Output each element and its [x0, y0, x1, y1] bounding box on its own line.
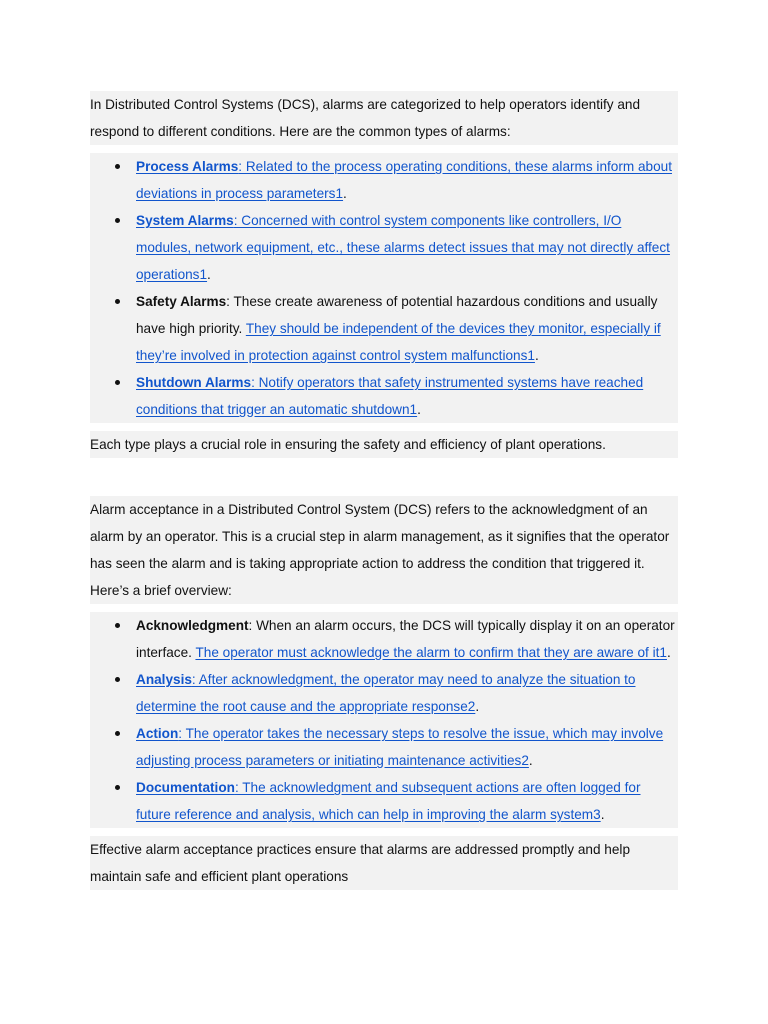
acknowledgment-link[interactable]: The operator must acknowledge the alarm to confirm that they are aware of it1	[195, 645, 667, 660]
tail: .	[528, 753, 533, 768]
section1-list-block	[90, 153, 678, 423]
bullet-icon	[115, 731, 120, 736]
bullet-icon	[115, 380, 120, 385]
alarm-types-list	[90, 153, 678, 423]
section2-intro-block	[90, 496, 678, 604]
section1-intro-block	[90, 91, 678, 145]
documentation-text: : The acknowledgment and subsequent actions are often logged for future reference and analysis, which can help in improving the alarm system3	[136, 780, 641, 822]
analysis-link[interactable]	[136, 672, 636, 714]
list-item-documentation	[90, 774, 678, 828]
term-shutdown-alarms: Shutdown Alarms	[136, 375, 252, 390]
process-alarms-link[interactable]	[136, 159, 672, 201]
documentation-link[interactable]	[136, 780, 641, 822]
safety-alarms-plain-text: : These create awareness of potential hazardous conditions and usually have high priority.	[136, 294, 658, 336]
list-item-action	[90, 720, 678, 774]
term-documentation: Documentation	[136, 780, 235, 795]
bullet-icon	[115, 677, 120, 682]
tail: .	[475, 699, 480, 714]
action-link[interactable]	[136, 726, 663, 768]
process-alarms-text: : Related to the process operating conditions, these alarms inform about deviations in process parameters1	[136, 159, 672, 201]
list-item-safety-alarms	[90, 288, 678, 369]
section1-outro-block	[90, 431, 678, 458]
section1-outro: Each type plays a crucial role in ensuring the safety and efficiency of plant operations.	[90, 437, 606, 452]
term-safety-alarms: Safety Alarms	[136, 294, 227, 309]
section2-outro: Effective alarm acceptance practices ensure that alarms are addressed promptly and help maintain safe and efficient plant operations	[90, 842, 631, 884]
system-alarms-text: : Concerned with control system components like controllers, I/O modules, network equipment, etc., these alarms detect issues that may not directly affect operations1	[136, 213, 670, 282]
term-analysis: Analysis	[136, 672, 192, 687]
section2-intro: Alarm acceptance in a Distributed Control System (DCS) refers to the acknowledgment of an alarm by an operator. This is a crucial step in alarm management, as it signifies that the operator has seen the alarm and is taking appropriate action to address the condition that triggered it. Here’s a brief overview:	[90, 502, 670, 598]
bullet-icon	[115, 785, 120, 790]
acceptance-steps-list	[90, 612, 678, 828]
term-process-alarms: Process Alarms	[136, 159, 239, 174]
safety-alarms-link[interactable]: They should be independent of the devices they monitor, especially if they’re involved in protection against control system malfunctions1	[136, 321, 661, 363]
bullet-icon	[115, 164, 120, 169]
list-item-shutdown-alarms	[90, 369, 678, 423]
tail: .	[343, 186, 347, 201]
shutdown-alarms-link[interactable]	[136, 375, 643, 417]
bullet-icon	[115, 299, 120, 304]
tail: .	[207, 267, 211, 282]
section2-list-block	[90, 612, 678, 828]
list-item-acknowledgment	[90, 612, 678, 666]
document-body	[90, 91, 678, 890]
analysis-text: : After acknowledgment, the operator may need to analyze the situation to determine the root cause and the appropriate response2	[136, 672, 636, 714]
bullet-icon	[115, 218, 120, 223]
shutdown-alarms-text: : Notify operators that safety instrumented systems have reached conditions that trigger an automatic shutdown1	[136, 375, 644, 417]
system-alarms-link[interactable]	[136, 213, 670, 282]
term-system-alarms: System Alarms	[136, 213, 234, 228]
list-item-analysis	[90, 666, 678, 720]
tail: .	[534, 348, 539, 363]
section2-outro-block	[90, 836, 678, 890]
list-item-system-alarms	[90, 207, 678, 288]
term-acknowledgment: Acknowledgment	[136, 618, 249, 633]
term-action: Action	[136, 726, 179, 741]
tail: .	[417, 402, 421, 417]
acknowledgment-plain-text: : When an alarm occurs, the DCS will typically display it on an operator interface.	[136, 618, 675, 660]
action-text: : The operator takes the necessary steps to resolve the issue, which may involve adjusting process parameters or initiating maintenance activities2	[136, 726, 664, 768]
tail: .	[600, 807, 605, 822]
list-item-process-alarms	[90, 153, 678, 207]
bullet-icon	[115, 623, 120, 628]
tail: .	[666, 645, 671, 660]
section1-intro: In Distributed Control Systems (DCS), alarms are categorized to help operators identify and respond to different conditions. Here are the common types of alarms:	[90, 97, 641, 139]
